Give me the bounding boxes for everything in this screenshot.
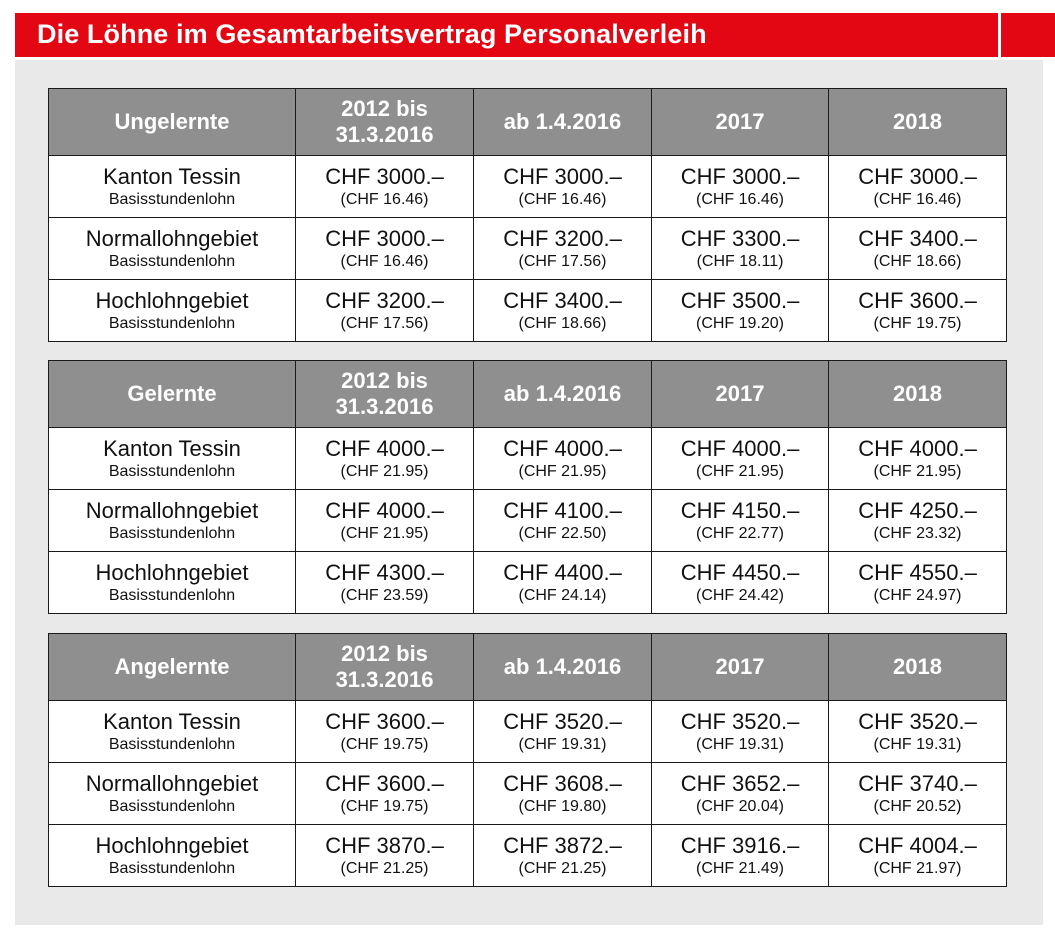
hourly-wage: (CHF 21.95) [518,462,607,480]
period-header: ab 1.4.2016 [474,89,652,156]
monthly-wage: CHF 3600.– [325,708,444,734]
region-label: Normallohngebiet [85,497,259,523]
monthly-wage: CHF 3916.– [680,832,800,858]
wage-cell [474,552,652,614]
period-header: ab 1.4.2016 [474,634,652,701]
wage-cell [829,825,1007,887]
monthly-wage: CHF 4000.– [858,435,977,461]
wage-table [48,88,1007,342]
monthly-wage: CHF 3400.– [858,225,977,251]
hourly-wage: (CHF 24.42) [695,586,785,604]
region-label: Kanton Tessin [103,435,241,461]
wage-table [48,360,1007,614]
wage-cell [829,218,1007,280]
wage-cell [829,763,1007,825]
table-row [49,552,1007,614]
wage-cell [829,490,1007,552]
period-header: 2018 [829,89,1007,156]
hourly-wage: (CHF 21.49) [695,859,785,877]
region-label: Hochlohngebiet [95,287,249,313]
hourly-wage: (CHF 23.59) [340,586,429,604]
wage-cell [474,280,652,342]
monthly-wage: CHF 4400.– [503,559,622,585]
monthly-wage: CHF 4000.– [680,435,800,461]
hourly-wage: (CHF 19.31) [873,735,962,753]
category-header: Angelernte [49,634,296,701]
monthly-wage: CHF 4000.– [503,435,622,461]
rate-type-label: Basisstundenlohn [108,586,236,604]
monthly-wage: CHF 3600.– [858,287,977,313]
rate-type-label: Basisstundenlohn [108,859,236,877]
hourly-wage: (CHF 19.20) [695,314,785,332]
wage-cell [474,701,652,763]
hourly-wage: (CHF 22.77) [695,524,785,542]
category-header: Gelernte [49,361,296,428]
hourly-wage: (CHF 20.52) [873,797,962,815]
hourly-wage: (CHF 16.46) [695,190,785,208]
wage-cell [296,280,474,342]
wage-cell [296,701,474,763]
monthly-wage: CHF 3000.– [325,163,444,189]
monthly-wage: CHF 3400.– [503,287,622,313]
table-row [49,280,1007,342]
hourly-wage: (CHF 22.50) [518,524,607,542]
monthly-wage: CHF 4300.– [325,559,444,585]
region-cell [49,490,296,552]
monthly-wage: CHF 3500.– [680,287,800,313]
table-row [49,156,1007,218]
hourly-wage: (CHF 17.56) [518,252,607,270]
monthly-wage: CHF 3652.– [680,770,800,796]
monthly-wage: CHF 3870.– [325,832,444,858]
wage-cell [474,825,652,887]
wage-cell [474,156,652,218]
monthly-wage: CHF 3520.– [858,708,977,734]
table-row [49,763,1007,825]
rate-type-label: Basisstundenlohn [108,190,236,208]
wage-table [48,633,1007,887]
table-header-row [49,634,1007,701]
region-label: Kanton Tessin [103,163,241,189]
wage-cell [474,490,652,552]
hourly-wage: (CHF 19.75) [340,735,429,753]
region-cell [49,701,296,763]
monthly-wage: CHF 3200.– [503,225,622,251]
monthly-wage: CHF 4100.– [503,497,622,523]
hourly-wage: (CHF 23.32) [873,524,962,542]
wage-cell [296,156,474,218]
wage-cell [829,280,1007,342]
hourly-wage: (CHF 16.46) [518,190,607,208]
monthly-wage: CHF 3600.– [325,770,444,796]
region-cell [49,552,296,614]
wage-cell [296,763,474,825]
table-row [49,825,1007,887]
wage-cell [652,552,829,614]
wage-cell [829,428,1007,490]
monthly-wage: CHF 4000.– [325,435,444,461]
hourly-wage: (CHF 24.97) [873,586,962,604]
region-cell [49,825,296,887]
hourly-wage: (CHF 19.75) [873,314,962,332]
period-header: 2017 [652,634,829,701]
monthly-wage: CHF 4004.– [858,832,977,858]
period-header: 2018 [829,361,1007,428]
wage-cell [296,490,474,552]
region-label: Kanton Tessin [103,708,241,734]
hourly-wage: (CHF 18.11) [696,252,784,270]
region-cell [49,428,296,490]
monthly-wage: CHF 4250.– [858,497,977,523]
wage-cell [829,552,1007,614]
monthly-wage: CHF 4000.– [325,497,444,523]
period-header: 2018 [829,634,1007,701]
monthly-wage: CHF 3520.– [503,708,622,734]
wage-cell [652,218,829,280]
hourly-wage: (CHF 16.46) [340,252,429,270]
wage-cell [829,156,1007,218]
table-header-row [49,361,1007,428]
wage-cell [652,156,829,218]
monthly-wage: CHF 4150.– [680,497,800,523]
hourly-wage: (CHF 16.46) [340,190,429,208]
hourly-wage: (CHF 19.80) [518,797,607,815]
monthly-wage: CHF 3520.– [680,708,800,734]
monthly-wage: CHF 3000.– [325,225,444,251]
region-label: Normallohngebiet [85,770,259,796]
wage-cell [474,763,652,825]
hourly-wage: (CHF 18.66) [518,314,607,332]
wage-cell [652,701,829,763]
period-header: ab 1.4.2016 [474,361,652,428]
wage-cell [829,701,1007,763]
hourly-wage: (CHF 16.46) [873,190,962,208]
page-title: Die Löhne im Gesamtarbeitsvertrag Personalverleih [37,19,707,49]
table-row [49,428,1007,490]
wage-cell [296,428,474,490]
wage-cell [652,825,829,887]
wage-cell [296,552,474,614]
period-header: 2017 [652,361,829,428]
monthly-wage: CHF 3608.– [503,770,622,796]
period-header: 2012 bis 31.3.2016 [296,634,474,701]
monthly-wage: CHF 4450.– [680,559,800,585]
rate-type-label: Basisstundenlohn [108,462,236,480]
hourly-wage: (CHF 21.95) [695,462,785,480]
region-label: Hochlohngebiet [95,559,249,585]
monthly-wage: CHF 3000.– [680,163,800,189]
title-bar [15,13,998,57]
wage-cell [296,825,474,887]
category-header: Ungelernte [49,89,296,156]
rate-type-label: Basisstundenlohn [108,797,236,815]
wage-cell [652,490,829,552]
table-row [49,218,1007,280]
hourly-wage: (CHF 21.25) [518,859,607,877]
hourly-wage: (CHF 18.66) [873,252,962,270]
region-label: Hochlohngebiet [95,832,249,858]
monthly-wage: CHF 4550.– [858,559,977,585]
monthly-wage: CHF 3000.– [858,163,977,189]
monthly-wage: CHF 3740.– [858,770,977,796]
rate-type-label: Basisstundenlohn [108,252,236,270]
wage-cell [474,428,652,490]
hourly-wage: (CHF 21.95) [340,524,429,542]
monthly-wage: CHF 3872.– [503,832,622,858]
region-label: Normallohngebiet [85,225,259,251]
period-header: 2012 bis 31.3.2016 [296,89,474,156]
table-header-row [49,89,1007,156]
title-accent-block [1001,13,1055,57]
monthly-wage: CHF 3000.– [503,163,622,189]
hourly-wage: (CHF 19.75) [340,797,429,815]
hourly-wage: (CHF 24.14) [518,586,607,604]
wage-cell [652,428,829,490]
period-header: 2012 bis 31.3.2016 [296,361,474,428]
hourly-wage: (CHF 19.31) [518,735,607,753]
wage-cell [652,763,829,825]
wage-cell [474,218,652,280]
table-row [49,490,1007,552]
hourly-wage: (CHF 21.25) [340,859,429,877]
wage-cell [652,280,829,342]
hourly-wage: (CHF 20.04) [695,797,785,815]
region-cell [49,280,296,342]
hourly-wage: (CHF 17.56) [340,314,429,332]
rate-type-label: Basisstundenlohn [108,314,236,332]
table-row [49,701,1007,763]
hourly-wage: (CHF 19.31) [695,735,785,753]
monthly-wage: CHF 3300.– [680,225,800,251]
region-cell [49,763,296,825]
hourly-wage: (CHF 21.97) [873,859,962,877]
monthly-wage: CHF 3200.– [325,287,444,313]
rate-type-label: Basisstundenlohn [108,735,236,753]
region-cell [49,156,296,218]
period-header: 2017 [652,89,829,156]
rate-type-label: Basisstundenlohn [108,524,236,542]
hourly-wage: (CHF 21.95) [873,462,962,480]
region-cell [49,218,296,280]
wage-cell [296,218,474,280]
hourly-wage: (CHF 21.95) [340,462,429,480]
